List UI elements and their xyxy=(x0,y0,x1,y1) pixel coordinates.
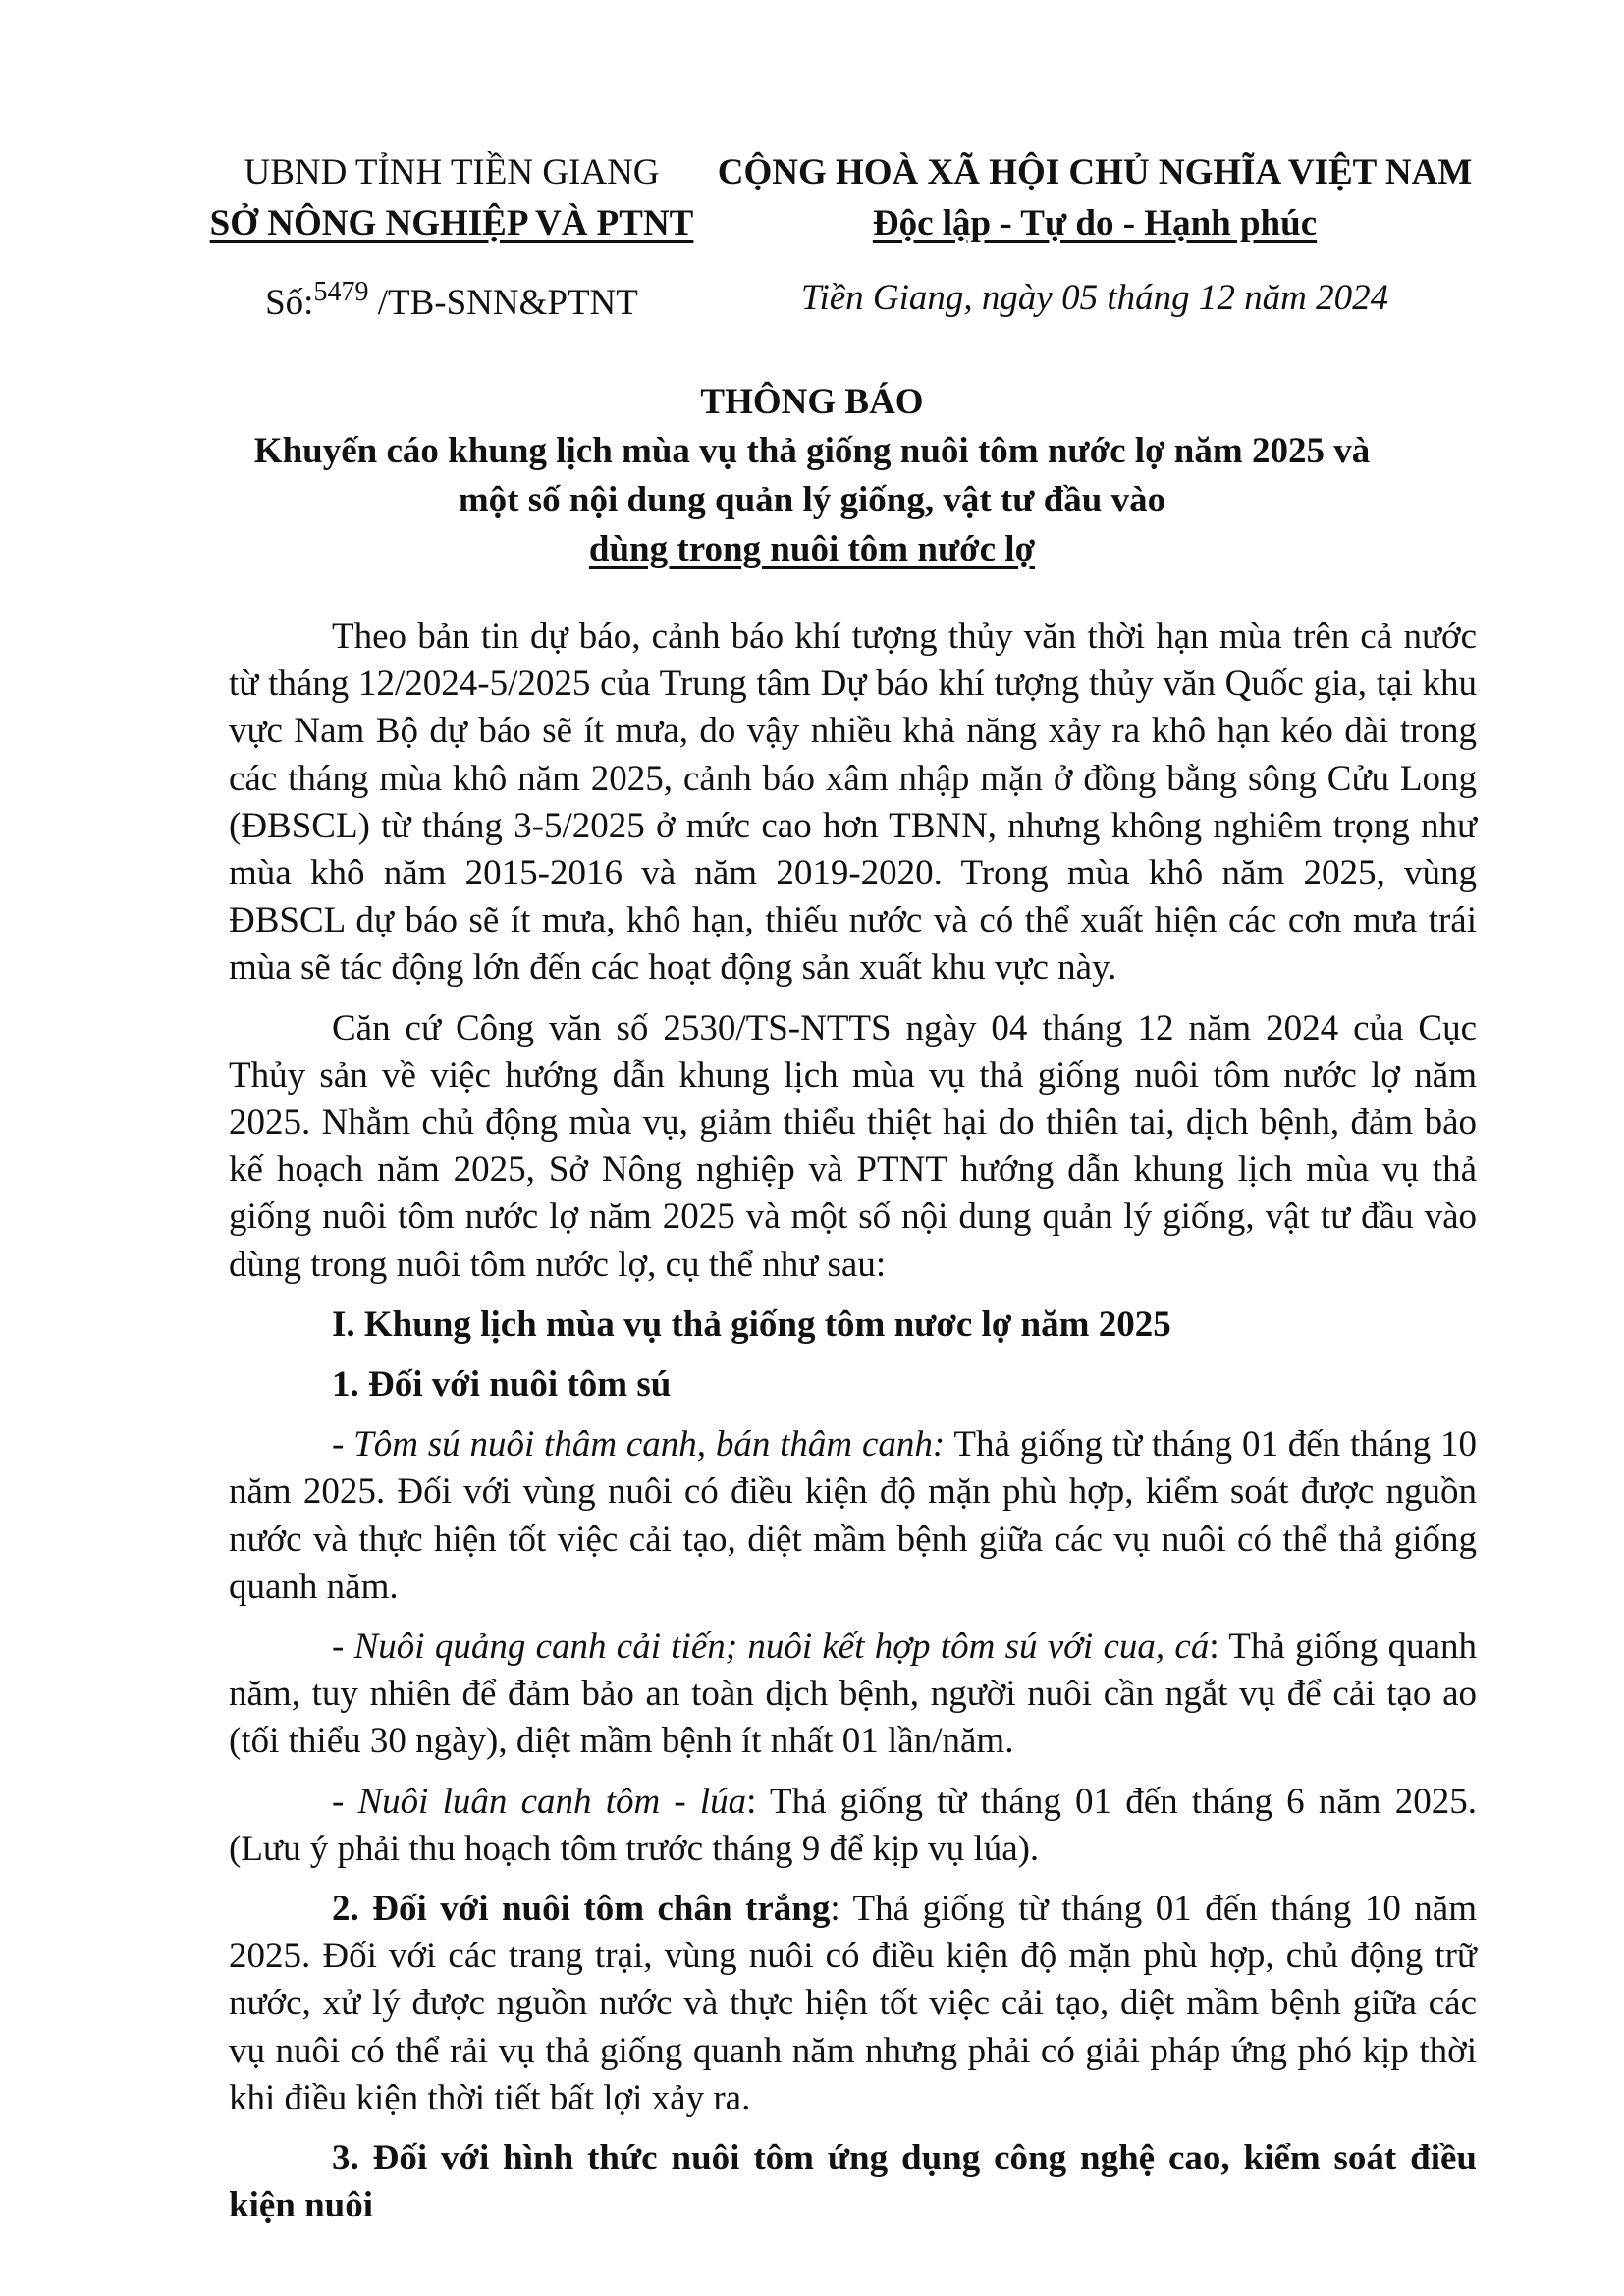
doc-number-value: 5479 xyxy=(313,277,369,307)
list-item xyxy=(229,1421,1477,1611)
item-text: Thả giống từ tháng 01 đến tháng 10 năm 2025. Đối với vùng nuôi có điều kiện độ mặn phù hợp, kiểm soát được nguồn nước và thực hiện tốt việc cải tạo, diệt mầm bệnh giữa các vụ nuôi có thể thả giống quanh năm. xyxy=(229,1424,1478,1607)
document-type: THÔNG BÁO xyxy=(700,382,924,422)
subsection-text: : Thả giống từ tháng 01 đến tháng 10 năm 2025. Đối với các trang trại, vùng nuôi có điều kiện độ mặn phù hợp, chủ động trữ nước, xử lý được nguồn nước và thực hiện tốt việc cải tạo, diệt mầm bệnh giữa các vụ nuôi có thể rải vụ thả giống quanh năm nhưng phải có giải pháp ứng phó kịp thời khi điều kiện thời tiết bất lợi xảy ra. xyxy=(229,1889,1477,2118)
subsection-heading-1: 1. Đối với nuôi tôm sú xyxy=(332,1364,672,1406)
item-lead: - Nuôi quảng canh cải tiến; nuôi kết hợp tôm sú với cua, cá xyxy=(332,1627,1210,1668)
document-body xyxy=(229,614,1477,2243)
nation-name: CỘNG HOÀ XÃ HỘI CHỦ NGHĨA VIỆT NAM xyxy=(717,152,1473,192)
title-line-3: dùng trong nuôi tôm nước lợ xyxy=(588,529,1036,569)
nation-motto: Độc lập - Tự do - Hạnh phúc xyxy=(872,203,1318,243)
document-number xyxy=(191,277,712,324)
doc-number-prefix: Số: xyxy=(265,283,314,323)
title-line-1: Khuyến cáo khung lịch mùa vụ thả giống nuôi tôm nước lợ năm 2025 và xyxy=(253,431,1371,471)
document-title-block xyxy=(147,378,1477,574)
subsection-2 xyxy=(229,1886,1477,2122)
item-text: : Thả giống từ tháng 01 đến tháng 6 năm 2025. (Lưu ý phải thu hoạch tôm trước tháng 9 để kịp vụ lúa). xyxy=(229,1781,1477,1869)
paragraph-context: Theo bản tin dự báo, cảnh báo khí tượng thủy văn thời hạn mùa trên cả nước từ tháng 12/2024-5/2025 của Trung tâm Dự báo khí tượng thủy văn Quốc gia, tại khu vực Nam Bộ dự báo sẽ ít mưa, do vậy nhiều khả năng xảy ra khô hạn kéo dài trong các tháng mùa khô năm 2025, cảnh báo xâm nhập mặn ở đồng bằng sông Cửu Long (ĐBSCL) từ tháng 3-5/2025 ở mức cao hơn TBNN, nhưng không nghiêm trọng như mùa khô năm 2015-2016 và năm 2019-2020. Trong mùa khô năm 2025, vùng ĐBSCL dự báo sẽ ít mưa, khô hạn, thiếu nước và có thể xuất hiện các cơn mưa trái mùa sẽ tác động lớn đến các hoạt động sản xuất khu vực này. xyxy=(229,616,1477,988)
title-line-2: một số nội dung quản lý giống, vật tư đầu vào xyxy=(458,480,1166,520)
item-text: : Thả giống quanh năm, tuy nhiên để đảm bảo an toàn dịch bệnh, người nuôi cần ngắt vụ để cải tạo ao (tối thiểu 30 ngày), diệt mầm bệnh ít nhất 01 lần/năm. xyxy=(229,1627,1477,1762)
agency-name: SỞ NÔNG NGHIỆP VÀ PTNT xyxy=(209,203,694,243)
subsection-heading-2: 2. Đối với nuôi tôm chân trắng xyxy=(332,1889,831,1930)
place-date: Tiền Giang, ngày 05 tháng 12 năm 2024 xyxy=(800,278,1389,318)
agency-parent: UBND TỈNH TIỀN GIANG xyxy=(244,152,660,192)
national-motto-block xyxy=(707,147,1483,249)
list-item xyxy=(229,1779,1477,1873)
subsection-heading-3: 3. Đối với hình thức nuôi tôm ứng dụng công nghệ cao, kiểm soát điều kiện nuôi xyxy=(229,2138,1477,2226)
item-lead: - Nuôi luân canh tôm - lúa xyxy=(332,1781,747,1822)
item-lead: - Tôm sú nuôi thâm canh, bán thâm canh: xyxy=(332,1424,946,1466)
section-heading-1: I. Khung lịch mùa vụ thả giống tôm nươc lợ năm 2025 xyxy=(332,1304,1171,1345)
paragraph-basis: Căn cứ Công văn số 2530/TS-NTTS ngày 04 tháng 12 năm 2024 của Cục Thủy sản về việc hướng dẫn khung lịch mùa vụ thả giống nuôi tôm nước lợ năm 2025. Nhằm chủ động mùa vụ, giảm thiểu thiệt hại do thiên tai, dịch bệnh, đảm bảo kế hoạch năm 2025, Sở Nông nghiệp và PTNT hướng dẫn khung lịch mùa vụ thả giống nuôi tôm nước lợ năm 2025 và một số nội dung quản lý giống, vật tư đầu vào dùng trong nuôi tôm nước lợ, cụ thể như sau: xyxy=(229,1007,1477,1285)
doc-number-suffix: /TB-SNN&PTNT xyxy=(368,283,638,323)
list-item xyxy=(229,1624,1477,1766)
issuing-agency-block xyxy=(191,147,712,249)
